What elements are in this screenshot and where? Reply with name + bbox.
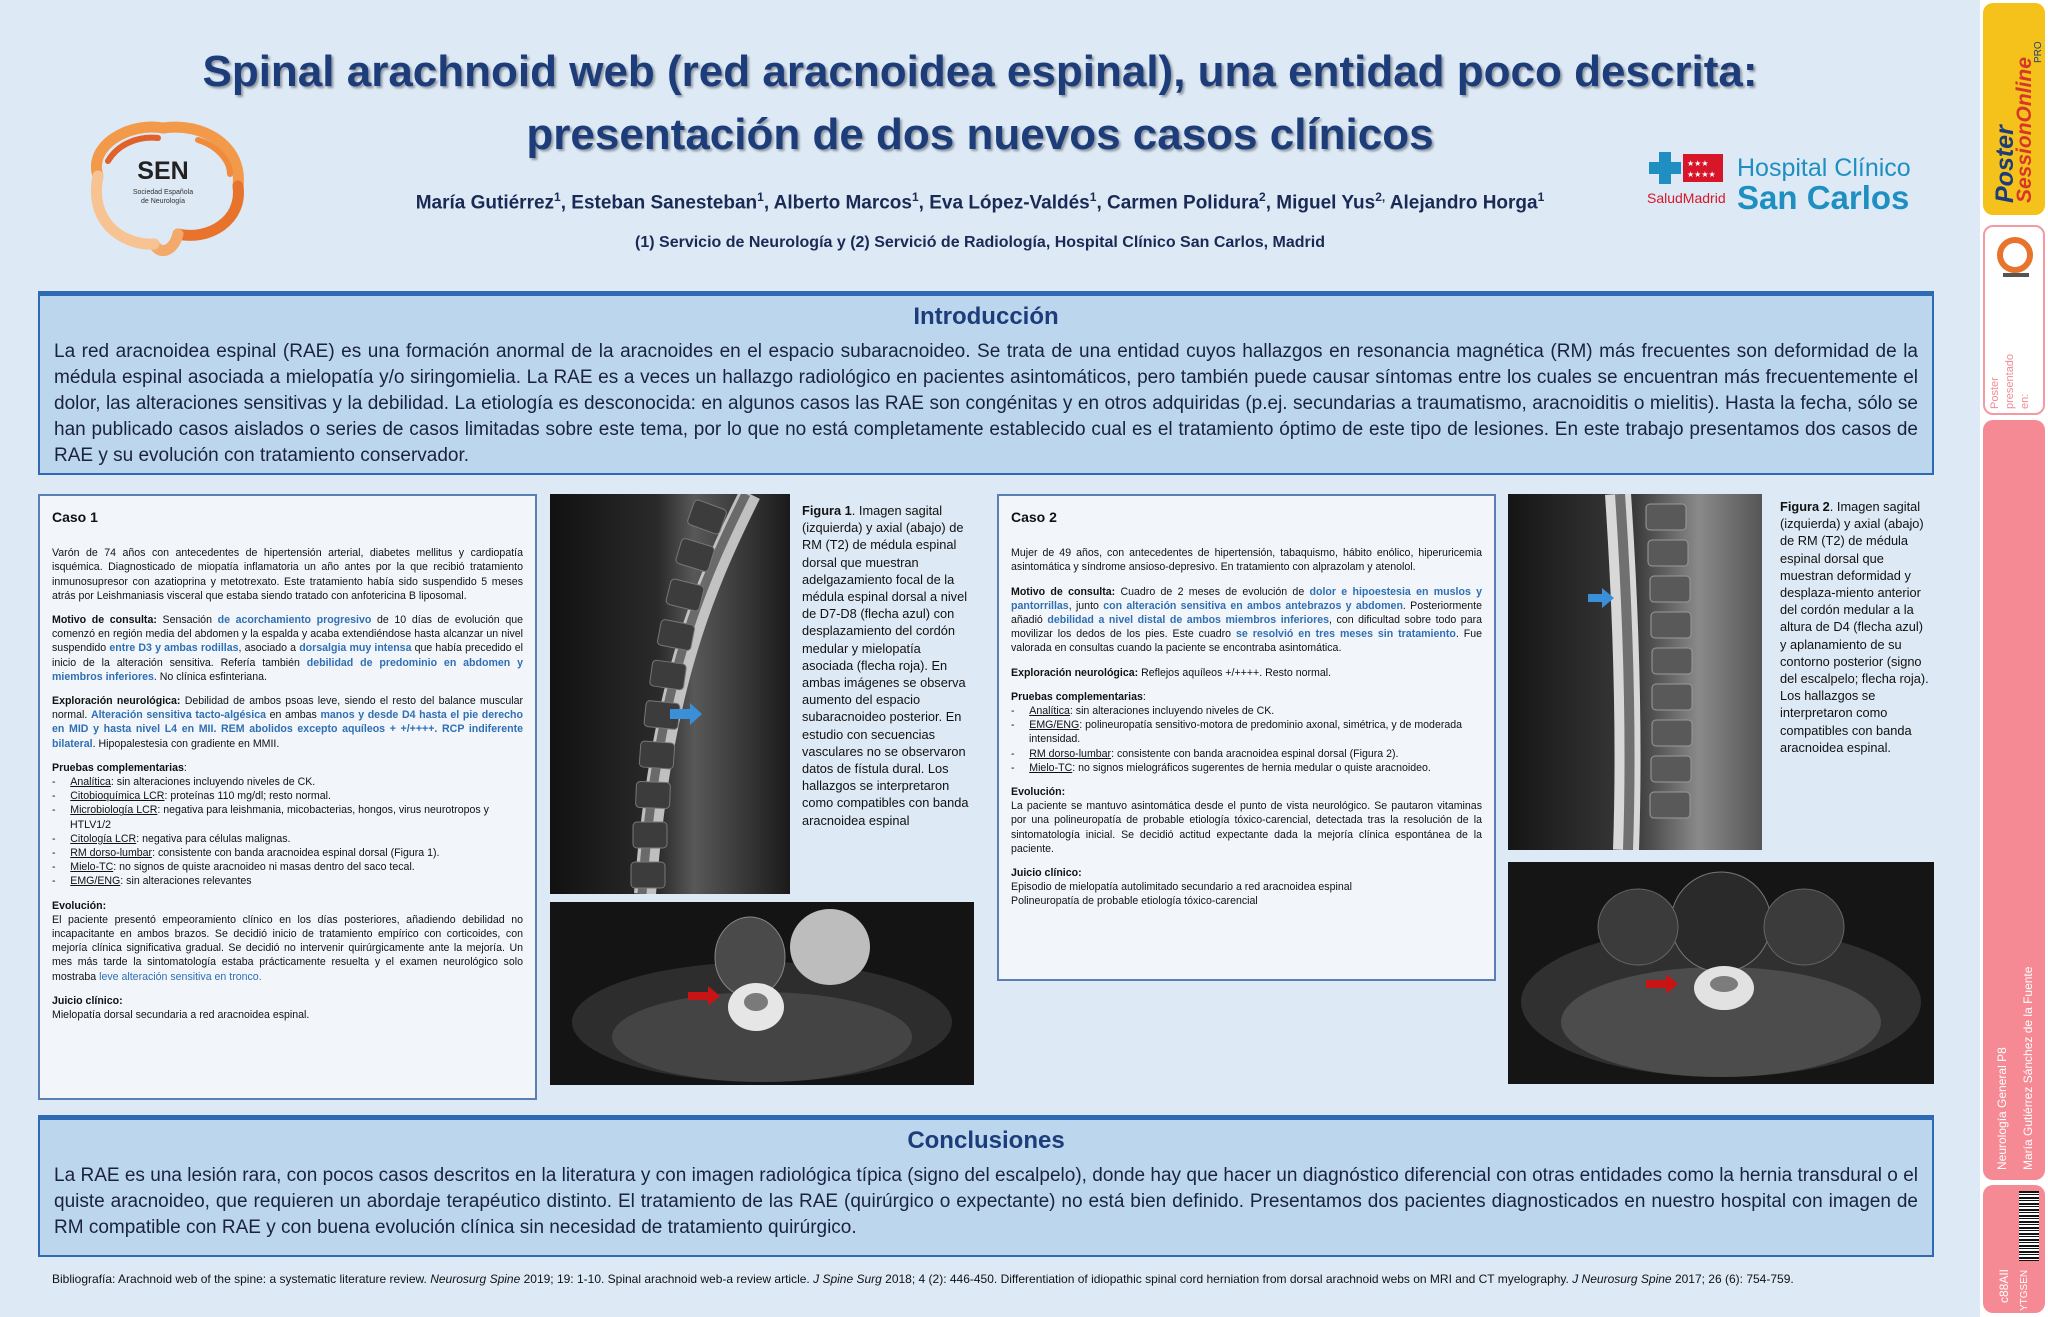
svg-text:★★★: ★★★ xyxy=(1687,159,1709,168)
case-2-juicio-2: Polineuropatía de probable etiología tóxico-carencial xyxy=(1011,895,1258,908)
conclusions-heading: Conclusiones xyxy=(907,1127,1065,1154)
author-separator: , xyxy=(1265,192,1277,214)
svg-text:★★★★: ★★★★ xyxy=(1687,170,1716,179)
case-2-pruebas-list xyxy=(1011,704,1482,775)
poster-session-brand[interactable] xyxy=(1983,3,2045,215)
authors-line xyxy=(250,190,1710,214)
figure-1-caption xyxy=(802,502,974,829)
brand-pro-label: PRO xyxy=(2033,41,2044,63)
sen-subtitle-1: Sociedad Española xyxy=(132,189,194,196)
case-1-juicio-heading: Juicio clínico: xyxy=(52,994,123,1007)
case-1-pruebas-heading: Pruebas complementarias: xyxy=(52,761,187,774)
prueba-item: - Citobioquímica LCR: proteínas 110 mg/dl; resto normal. xyxy=(52,790,331,803)
health-cross-icon xyxy=(1649,152,1681,184)
introduction-heading: Introducción xyxy=(913,303,1059,330)
author-name: Miguel Yus xyxy=(1276,192,1376,214)
presented-in-panel[interactable] xyxy=(1983,225,2045,415)
author-name: Alejandro Horga xyxy=(1389,192,1538,214)
figure-2-caption-text: . Imagen sagital (izquierda) y axial (abajo) de RM (T2) de médula espinal dorsal que muestran deformidad y desplaza-miento anterior del cordón medular a la altura de D4 (flecha azul) y aplanamiento de su contorno posterior (signo del escalpelo; flecha roja). Los hallazgos se interpretaron como compatibles con banda aracnoidea espinal. xyxy=(1780,499,1929,755)
presented-in-label-3: en: xyxy=(2019,393,2031,409)
title-line-2: presentación de dos nuevos casos clínicos xyxy=(526,110,1434,159)
brand-session-label: SessionOnline xyxy=(2013,57,2036,203)
presented-in-label-1: Poster xyxy=(1989,377,2001,409)
author-affiliation-marker: 2 xyxy=(1259,190,1266,204)
poster-title xyxy=(150,40,1810,166)
figure-2-label: Figura 2 xyxy=(1780,499,1830,514)
title-line-1: Spinal arachnoid web (red aracnoidea espinal), una entidad poco descrita: xyxy=(202,47,1758,96)
poster-session-sidebar xyxy=(1980,0,2048,1317)
prueba-item: - RM dorso-lumbar: consistente con banda aracnoidea espinal dorsal (Figura 1). xyxy=(52,847,440,860)
author-affiliation-marker: 1 xyxy=(757,190,764,204)
figure-1-label: Figura 1 xyxy=(802,503,852,518)
case-1-motivo: Motivo de consulta: Sensación de acorchamiento progresivo de 10 días de evolución que comenzó en región media del abdomen y la espalda y acaba extendiéndose hasta alcanzar un nivel suspendido entre D3 y ambas rodillas, asociado a dorsalgia muy intensa que había precedido el inicio de la alteración sensitiva. Refería también debilidad de predominio en abdomen y miembros inferiores. No clínica esfinteriana. xyxy=(52,614,524,683)
brand-poster-label: Poster xyxy=(1991,125,2019,203)
sen-title: SEN xyxy=(137,157,189,185)
case-2-juicio-1: Episodio de mielopatía autolimitado secundario a red aracnoidea espinal xyxy=(1011,881,1352,894)
introduction-text: La red aracnoidea espinal (RAE) es una formación anormal de la aracnoides en el espacio subaracnoideo. Se trata de una entidad cuyos hallazgos en resonancia magnética (RM) más frecuentes son deformidad de la médula espinal asociada a mielopatía y/o siringomielia. La RAE es a veces un hallazgo radiológico en pacientes asintomáticos, pero también puede causar síntomas entre los cuales se encuentran más frecuentemente el dolor, las alteraciones sensitivas y la debilidad. La etiología es desconocida: en algunos casos las RAE son congénitas y en otros adquiridas (p.ej. secundarias a traumatismo, aracnoiditis o mielitis). Hasta la fecha, sólo se han publicado casos aislados o series de casos limitadas sobre este tema, por lo que no está completamente establecido cual es el tratamiento óptimo de este tipo de lesiones. En este trabajo presentamos dos casos de RAE y su evolución con tratamiento conservador. xyxy=(54,341,1918,466)
prueba-item: - EMG/ENG: sin alteraciones relevantes xyxy=(52,875,252,888)
case-2-juicio-heading: Juicio clínico: xyxy=(1011,867,1082,880)
author-name: Eva López-Valdés xyxy=(929,192,1090,214)
hospital-name-line-1: Hospital Clínico xyxy=(1737,154,1911,182)
prueba-item: - Analítica: sin alteraciones incluyendo niveles de CK. xyxy=(52,776,316,789)
conclusions-text: La RAE es una lesión rara, con pocos casos descritos en la literatura y con imagen radiológica típica (signo del escalpelo), donde hay que hacer un diagnóstico diferencial con otras entidades como la hernia transdural o el quiste aracnoideo, que requieren un abordaje terapéutico distinto. El tratamiento de las RAE (quirúrgico o expectante) no está bien definido. Presentamos dos pacientes diagnosticados en nuestro hospital con imagen de RM compatible con RAE y con buena evolución clínica sin necesidad de tratamiento quirúrgico. xyxy=(54,1165,1918,1238)
author-separator: , xyxy=(763,192,774,214)
author-name: Carmen Polidura xyxy=(1107,192,1260,214)
case-1-section xyxy=(38,494,537,1100)
figure-1-sagital-image xyxy=(550,494,790,894)
case-2-evolucion-heading: Evolución: xyxy=(1011,786,1066,799)
author-affiliation-marker: 1 xyxy=(1089,190,1097,204)
prueba-item: - EMG/ENG: polineuropatía sensitivo-motora de predominio axonal, simétrica, y de moderada intensidad. xyxy=(1011,719,1463,746)
prueba-item: - Mielo-TC: no signos mielográficos sugerentes de hernia medular o quiste aracnoideo. xyxy=(1011,761,1431,774)
affiliations xyxy=(250,234,1710,252)
bibliography: Bibliografía: Arachnoid web of the spine: a systematic literature review. Neurosurg Spine 2019; 19: 1-10. Spinal arachnoid web-a review article. J Spine Surg 2018; 4 (2): 446-450. Differentiation of idiopathic spinal cord herniation from dorsal arachnoid webs on MRI and CT myelography. J Neurosurg Spine 2017; 26 (6): 754-759. xyxy=(52,1272,1794,1286)
case-2-section xyxy=(997,494,1496,981)
case-2-history: Mujer de 49 años, con antecedentes de hipertensión, tabaquismo, hábito enólico, hiperuricemia asintomática y síndrome ansioso-depresivo. En tratamiento con alprazolam y atenolol. xyxy=(1011,547,1482,574)
author-name: María Gutiérrez xyxy=(415,192,555,214)
introduction-section xyxy=(38,291,1934,475)
case-2-motivo: Motivo de consulta: Cuadro de 2 meses de evolución de dolor e hipoestesia en muslos y pantorrillas, junto con alteración sensitiva en ambos antebrazos y abdomen. Posteriormente añadió debilidad a nivel distal de ambos miembros inferiores, con dificultad sobre todo para movilizar los dedos de los pies. Este cuadro se resolvió en tres meses sin tratamiento. Fue valorada en consultas cuando la paciente se encontraba asintomática. xyxy=(1011,585,1483,655)
session-label: Neurología General P8 xyxy=(1995,1047,2009,1170)
case-1-juicio: Mielopatía dorsal secundaria a red aracnoidea espinal. xyxy=(52,1009,310,1022)
case-1-evolucion: El paciente presentó empeoramiento clínico en los días posteriores, añadiendo debilidad no incapacitante en ambos brazos. Se decidió inicio de tratamiento empírico con corticoides, con mejoría clínica significativa gradual. Se decidió no intervenir quirúrgicamente ante la mejoría. Un mes más tarde la sintomatología estaba prácticamente resuelta y el examen neurológico solo mostraba leve alteración sensitiva en tronco. xyxy=(52,913,523,983)
figure-2-caption xyxy=(1780,498,1930,756)
session-info-panel xyxy=(1983,420,2045,1180)
figure-1-axial-image xyxy=(550,902,974,1085)
author-label: María Gutiérrez Sánchez de la Fuente xyxy=(2021,966,2035,1170)
case-2-pruebas-heading: Pruebas complementarias: xyxy=(1011,690,1146,703)
author-separator: , xyxy=(918,192,930,214)
author-separator: , xyxy=(1096,192,1107,214)
author-affiliation-marker: 1 xyxy=(911,190,919,204)
case-1-pruebas-list xyxy=(52,775,523,889)
affiliation-marker-1: (1) xyxy=(635,234,655,251)
hospital-name-line-2: San Carlos xyxy=(1737,179,1910,214)
affiliation-text-2: Servició de Radiología, Hospital Clínico San Carlos, Madrid xyxy=(869,234,1325,251)
poster-code: c88AII xyxy=(1997,1268,2011,1303)
author-affiliation-marker: 1 xyxy=(1537,190,1545,204)
conclusions-section xyxy=(38,1115,1934,1257)
figure-1-caption-text: . Imagen sagital (izquierda) y axial (abajo) de RM (T2) de médula espinal dorsal que muestran adelgazamiento focal de la médula espinal dorsal a nivel de D7-D8 (flecha azul) con desplazamiento del cordón medular y mielopatía asociada (flecha roja). En ambas imágenes se observa aumento del espacio subaracnoideo posterior. En estudio con secuencias vasculares no se observaron datos de fístula dural. Los hallazgos se interpretaron como compatibles con banda aracnoidea espinal xyxy=(802,503,969,828)
case-2-evolucion: La paciente se mantuvo asintomática desde el punto de vista neurológico. Se pautaron vitaminas por una polineuropatía de probable etiología tóxico-carencial, detectada tras la resolución de la sintomatología inicial. Se decidió actitud expectante dada la mejoría clínica espontánea de la paciente. xyxy=(1011,800,1482,855)
sidebar-footer: YTGSEN xyxy=(2019,1269,2030,1311)
author-affiliation-marker: 1 xyxy=(554,190,561,204)
case-2-heading: Caso 2 xyxy=(1011,509,1057,525)
author-affiliation-marker: 2, xyxy=(1375,190,1386,204)
case-1-exploracion: Exploración neurológica: Debilidad de ambos psoas leve, siendo el resto del balance muscular normal. Alteración sensitiva tacto-algésica en ambas manos y desde D4 hasta el pie derecho en MID y hasta nivel L4 en MII. REM abolidos excepto aquíleos + +/++++. RCP indiferente bilateral. Hipopalestesia con gradiente en MMII. xyxy=(52,695,523,750)
affiliation-text-1: Servicio de Neurología y xyxy=(654,234,851,251)
prueba-item: - Microbiología LCR: negativa para leishmania, micobacterias, hongos, virus neurotropos y HTLV1/2 xyxy=(52,804,489,831)
salud-madrid-label: SaludMadrid xyxy=(1647,190,1726,206)
author-separator: , xyxy=(560,192,572,214)
author-name: Alberto Marcos xyxy=(773,192,912,214)
case-1-heading: Caso 1 xyxy=(52,509,98,525)
barcode-panel xyxy=(1983,1185,2045,1313)
prueba-item: - RM dorso-lumbar: consistente con banda aracnoidea espinal dorsal (Figura 2). xyxy=(1011,747,1399,760)
figure-2-sagital-image xyxy=(1508,494,1762,850)
prueba-item: - Mielo-TC: no signos de quiste aracnoideo ni masas dentro del saco tecal. xyxy=(52,861,415,874)
author-name: Esteban Sanesteban xyxy=(571,192,758,214)
congress-logo-icon xyxy=(1997,235,2035,285)
affiliation-marker-2: (2) xyxy=(850,234,870,251)
case-2-exploracion: Exploración neurológica: Reflejos aquíleos +/++++. Resto normal. xyxy=(1011,666,1332,679)
barcode-icon xyxy=(2019,1191,2039,1261)
figure-2-axial-image xyxy=(1508,862,1934,1084)
case-1-history: Varón de 74 años con antecedentes de hipertensión arterial, diabetes mellitus y cardiopatía isquémica. Diagnosticado de miopatía inflamatoria un año antes por la que recibió tratamiento inmunosupresor con azatioprina y metotrexato. Este tratamiento había sido suspendido 5 meses atrás por Leishmaniasis visceral que estaba siendo tratado con anfotericina B liposomal. xyxy=(52,547,523,602)
sen-subtitle-2: de Neurología xyxy=(141,198,185,205)
case-1-evolucion-heading: Evolución: xyxy=(52,899,107,912)
prueba-item: - Analítica: sin alteraciones incluyendo niveles de CK. xyxy=(1011,705,1275,718)
presented-in-label-2: presentado xyxy=(2004,353,2016,409)
prueba-item: - Citología LCR: negativa para células malignas. xyxy=(52,832,291,845)
